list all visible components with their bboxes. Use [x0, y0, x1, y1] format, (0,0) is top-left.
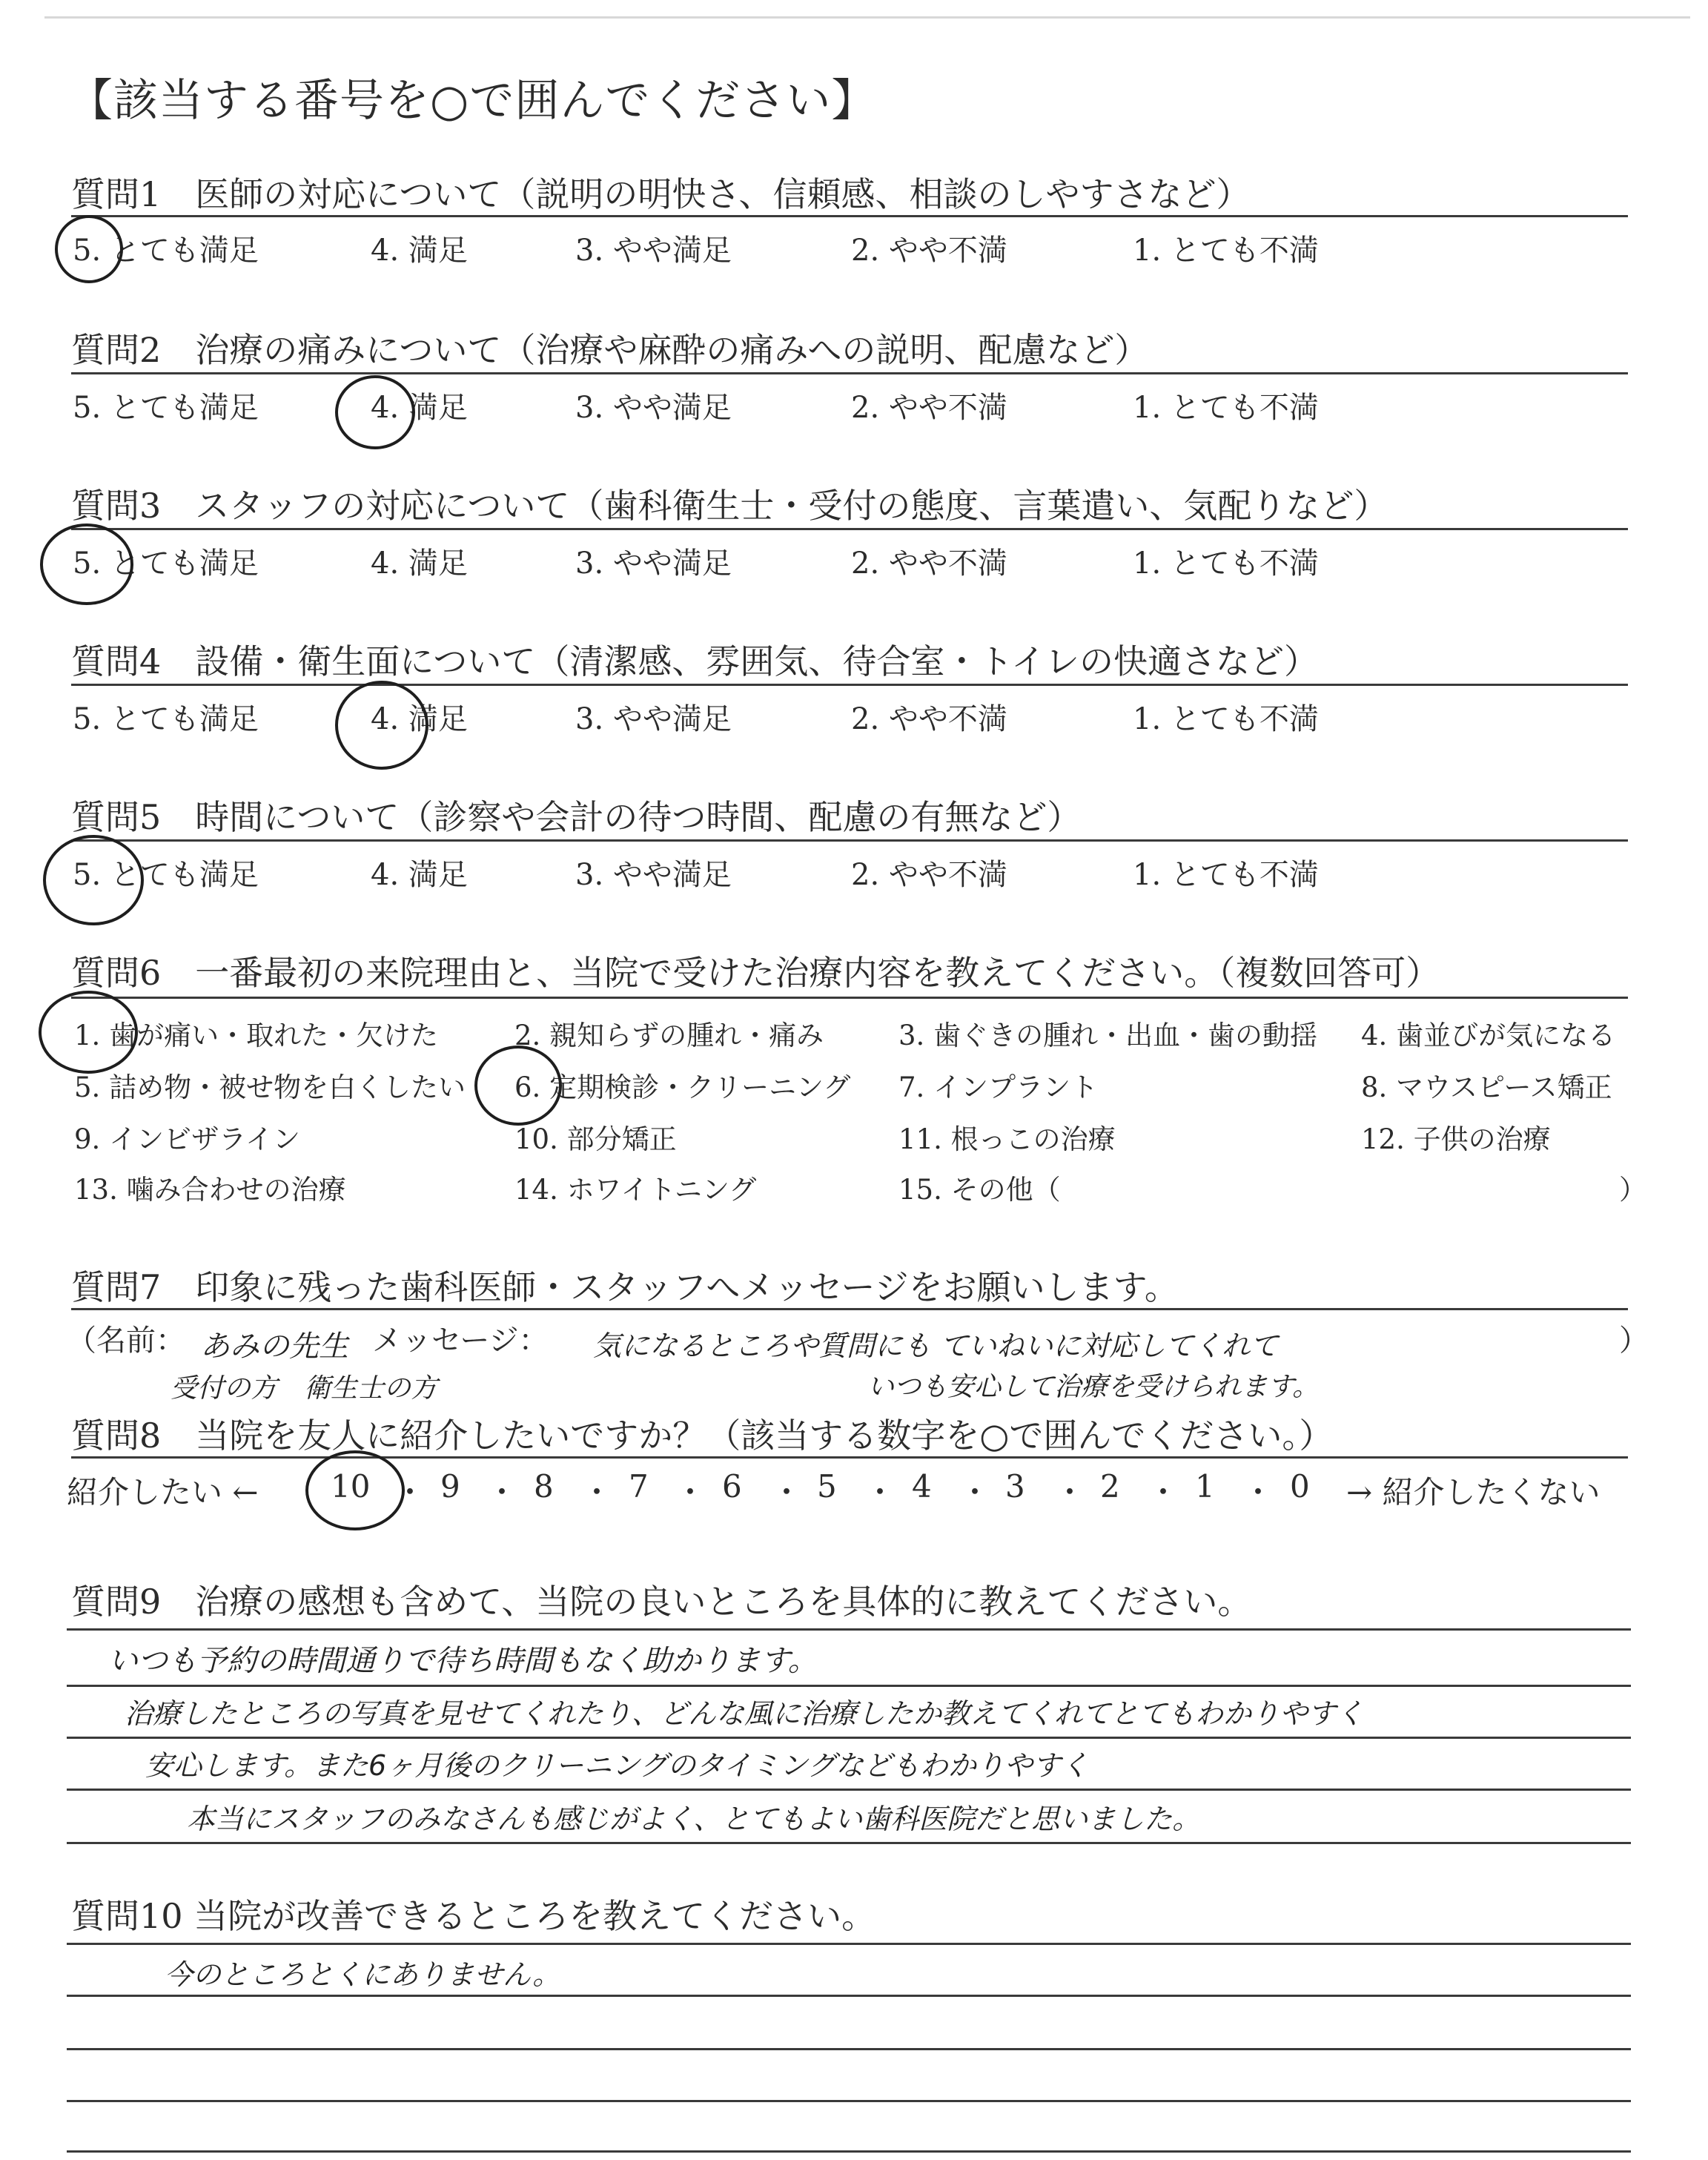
- question-10-title: 質問10 当院が改善できるところを教えてください。: [71, 1896, 876, 1936]
- q5-answer-circle: [43, 835, 144, 925]
- q5-option-2[interactable]: 2. やや不満: [851, 858, 1007, 892]
- q9-handwritten-line-2: 治療したところの写真を見せてくれたり、どんな風に治療したか教えてくれてとてもわかりやすく: [125, 1697, 1365, 1730]
- q2-option-4[interactable]: 4. 満足: [371, 391, 468, 425]
- q10-answer-line: [67, 2150, 1631, 2153]
- q9-answer-line: [67, 1628, 1631, 1631]
- q8-scale-dot: ・: [864, 1474, 896, 1510]
- question-3-title: 質問3 スタッフの対応について（歯科衛生士・受付の態度、言葉遣い、気配りなど）: [71, 486, 1388, 526]
- q10-answer-line: [67, 2100, 1631, 2102]
- q8-right-label: → 紹介したくない: [1346, 1474, 1601, 1510]
- q3-option-1[interactable]: 1. とても不満: [1133, 546, 1319, 581]
- q2-option-2[interactable]: 2. やや不満: [851, 391, 1007, 425]
- q7-handwritten-message-1: 気になるところや質問にも ていねいに対応してくれて: [593, 1330, 1279, 1362]
- q1-option-2[interactable]: 2. やや不満: [851, 234, 1007, 268]
- question-6-title: 質問6 一番最初の来院理由と、当院で受けた治療内容を教えてください。（複数回答可）: [71, 953, 1440, 993]
- q1-answer-circle: [55, 215, 123, 283]
- q8-left-label: 紹介したい ←: [67, 1474, 259, 1510]
- q8-scale-dot: ・: [959, 1474, 991, 1510]
- question-2-title: 質問2 治療の痛みについて（治療や麻酔の痛みへの説明、配慮など）: [71, 330, 1149, 370]
- q8-scale-4[interactable]: 4: [912, 1468, 932, 1505]
- q6-option-2[interactable]: 2. 親知らずの腫れ・痛み: [514, 1020, 824, 1051]
- q8-scale-dot: ・: [1054, 1474, 1086, 1510]
- q6-option-13[interactable]: 13. 噛み合わせの治療: [74, 1174, 346, 1206]
- q9-answer-line: [67, 1685, 1631, 1687]
- q8-scale-6[interactable]: 6: [722, 1468, 742, 1505]
- q5-option-4[interactable]: 4. 満足: [371, 858, 468, 892]
- page-heading: 【該当する番号を○で囲んでください】: [68, 75, 877, 127]
- q6-option-10[interactable]: 10. 部分矯正: [514, 1123, 677, 1155]
- q10-answer-line: [67, 1943, 1631, 1945]
- q8-scale-8[interactable]: 8: [534, 1468, 554, 1505]
- q7-handwritten-name-2: 受付の方 衛生士の方: [171, 1373, 438, 1404]
- q3-option-5[interactable]: 5. とても満足: [73, 546, 259, 581]
- q6-option-11[interactable]: 11. 根っこの治療: [898, 1123, 1116, 1155]
- q2-option-5[interactable]: 5. とても満足: [73, 391, 259, 425]
- question-8-title: 質問8 当院を友人に紹介したいですか？（該当する数字を○で囲んでください。）: [71, 1416, 1334, 1456]
- q1-option-5[interactable]: 5. とても満足: [73, 234, 259, 268]
- q6-answer-circle-6: [474, 1046, 562, 1126]
- q9-handwritten-line-3: 安心します。また6ヶ月後のクリーニングのタイミングなどもわかりやすく: [145, 1749, 1089, 1782]
- question-3-rule: [71, 528, 1628, 530]
- q6-option-8[interactable]: 8. マウスピース矯正: [1361, 1071, 1612, 1103]
- q9-handwritten-line-1: いつも予約の時間通りで待ち時間もなく助かります。: [108, 1644, 818, 1678]
- q6-option-15[interactable]: 15. その他（: [898, 1174, 1061, 1206]
- q7-close-paren: ）: [1619, 1324, 1649, 1358]
- q8-scale-dot: ・: [1242, 1474, 1274, 1510]
- q8-scale-1[interactable]: 1: [1195, 1468, 1215, 1505]
- q5-option-1[interactable]: 1. とても不満: [1133, 858, 1319, 892]
- q4-option-1[interactable]: 1. とても不満: [1133, 702, 1319, 736]
- q6-option-9[interactable]: 9. インビザライン: [74, 1123, 300, 1155]
- question-6-rule: [71, 997, 1628, 999]
- q6-other-close-paren: ）: [1619, 1174, 1646, 1206]
- q1-option-4[interactable]: 4. 満足: [371, 234, 468, 268]
- q1-option-1[interactable]: 1. とても不満: [1133, 234, 1319, 268]
- q6-option-6[interactable]: 6. 定期検診・クリーニング: [514, 1071, 851, 1103]
- q8-scale-9[interactable]: 9: [440, 1468, 460, 1505]
- q6-option-3[interactable]: 3. 歯ぐきの腫れ・出血・歯の動揺: [898, 1020, 1318, 1051]
- q8-scale-dot: ・: [675, 1474, 706, 1510]
- q10-answer-line: [67, 1995, 1631, 1997]
- q3-answer-circle: [40, 524, 133, 605]
- q9-answer-line: [67, 1789, 1631, 1791]
- q6-option-12[interactable]: 12. 子供の治療: [1361, 1123, 1551, 1155]
- q3-option-2[interactable]: 2. やや不満: [851, 546, 1007, 581]
- question-1-rule: [71, 215, 1628, 217]
- question-8-rule: [71, 1456, 1628, 1459]
- q9-answer-line: [67, 1842, 1631, 1844]
- question-5-title: 質問5 時間について（診察や会計の待つ時間、配慮の有無など）: [71, 797, 1082, 837]
- q4-option-3[interactable]: 3. やや満足: [575, 702, 732, 736]
- q8-scale-dot: ・: [1148, 1474, 1179, 1510]
- q3-option-3[interactable]: 3. やや満足: [575, 546, 732, 581]
- q6-option-7[interactable]: 7. インプラント: [898, 1071, 1099, 1103]
- q8-scale-0[interactable]: 0: [1290, 1468, 1310, 1505]
- q4-option-2[interactable]: 2. やや不満: [851, 702, 1007, 736]
- q9-answer-line: [67, 1737, 1631, 1739]
- q7-handwritten-message-2: いつも安心して治療を受けられます。: [867, 1372, 1320, 1402]
- q10-handwritten-line-1: 今のところとくにありません。: [165, 1958, 561, 1991]
- q8-scale-10[interactable]: 10: [331, 1468, 371, 1505]
- q6-option-1[interactable]: 1. 歯が痛い・取れた・欠けた: [74, 1020, 439, 1051]
- question-1-title: 質問1 医師の対応について（説明の明快さ、信頼感、相談のしやすさなど）: [71, 174, 1251, 214]
- q6-answer-circle-1: [39, 991, 138, 1074]
- question-4-title: 質問4 設備・衛生面について（清潔感、雰囲気、待合室・トイレの快適さなど）: [71, 641, 1319, 681]
- q9-handwritten-line-4: 本当にスタッフのみなさんも感じがよく、とてもよい歯科医院だと思いました。: [187, 1803, 1201, 1835]
- q8-scale-2[interactable]: 2: [1100, 1468, 1120, 1505]
- question-9-title: 質問9 治療の感想も含めて、当院の良いところを具体的に教えてください。: [71, 1582, 1252, 1622]
- question-5-rule: [71, 839, 1628, 842]
- q8-scale-3[interactable]: 3: [1005, 1468, 1025, 1505]
- q8-answer-circle: [305, 1450, 405, 1530]
- question-2-rule: [71, 372, 1628, 374]
- q8-scale-dot: ・: [771, 1474, 803, 1510]
- question-4-rule: [71, 684, 1628, 686]
- q5-option-5[interactable]: 5. とても満足: [73, 858, 259, 892]
- q2-option-3[interactable]: 3. やや満足: [575, 391, 732, 425]
- q6-option-5[interactable]: 5. 詰め物・被せ物を白くしたい: [74, 1071, 466, 1103]
- q10-answer-line: [67, 2048, 1631, 2050]
- q8-scale-5[interactable]: 5: [817, 1468, 837, 1505]
- top-edge-line: [44, 16, 1690, 19]
- q4-option-5[interactable]: 5. とても満足: [73, 702, 259, 736]
- q4-answer-circle: [335, 681, 428, 770]
- q7-message-label: メッセージ：: [372, 1324, 549, 1358]
- q5-option-3[interactable]: 3. やや満足: [575, 858, 732, 892]
- q2-option-1[interactable]: 1. とても不満: [1133, 391, 1319, 425]
- q7-name-label: （名前：: [67, 1324, 185, 1358]
- q8-scale-dot: ・: [581, 1474, 613, 1510]
- q8-scale-dot: ・: [486, 1474, 518, 1510]
- question-7-rule: [71, 1308, 1628, 1310]
- q8-scale-dot: ・: [394, 1474, 426, 1510]
- question-7-title: 質問7 印象に残った歯科医師・スタッフへメッセージをお願いします。: [71, 1267, 1179, 1307]
- q4-option-4[interactable]: 4. 満足: [371, 702, 468, 736]
- q1-option-3[interactable]: 3. やや満足: [575, 234, 732, 268]
- q8-scale-7[interactable]: 7: [629, 1468, 649, 1505]
- q6-option-14[interactable]: 14. ホワイトニング: [514, 1174, 757, 1206]
- q3-option-4[interactable]: 4. 満足: [371, 546, 468, 581]
- q2-answer-circle: [335, 375, 415, 449]
- q6-option-4[interactable]: 4. 歯並びが気になる: [1361, 1020, 1616, 1051]
- q7-handwritten-name-1: あみの先生: [200, 1330, 348, 1364]
